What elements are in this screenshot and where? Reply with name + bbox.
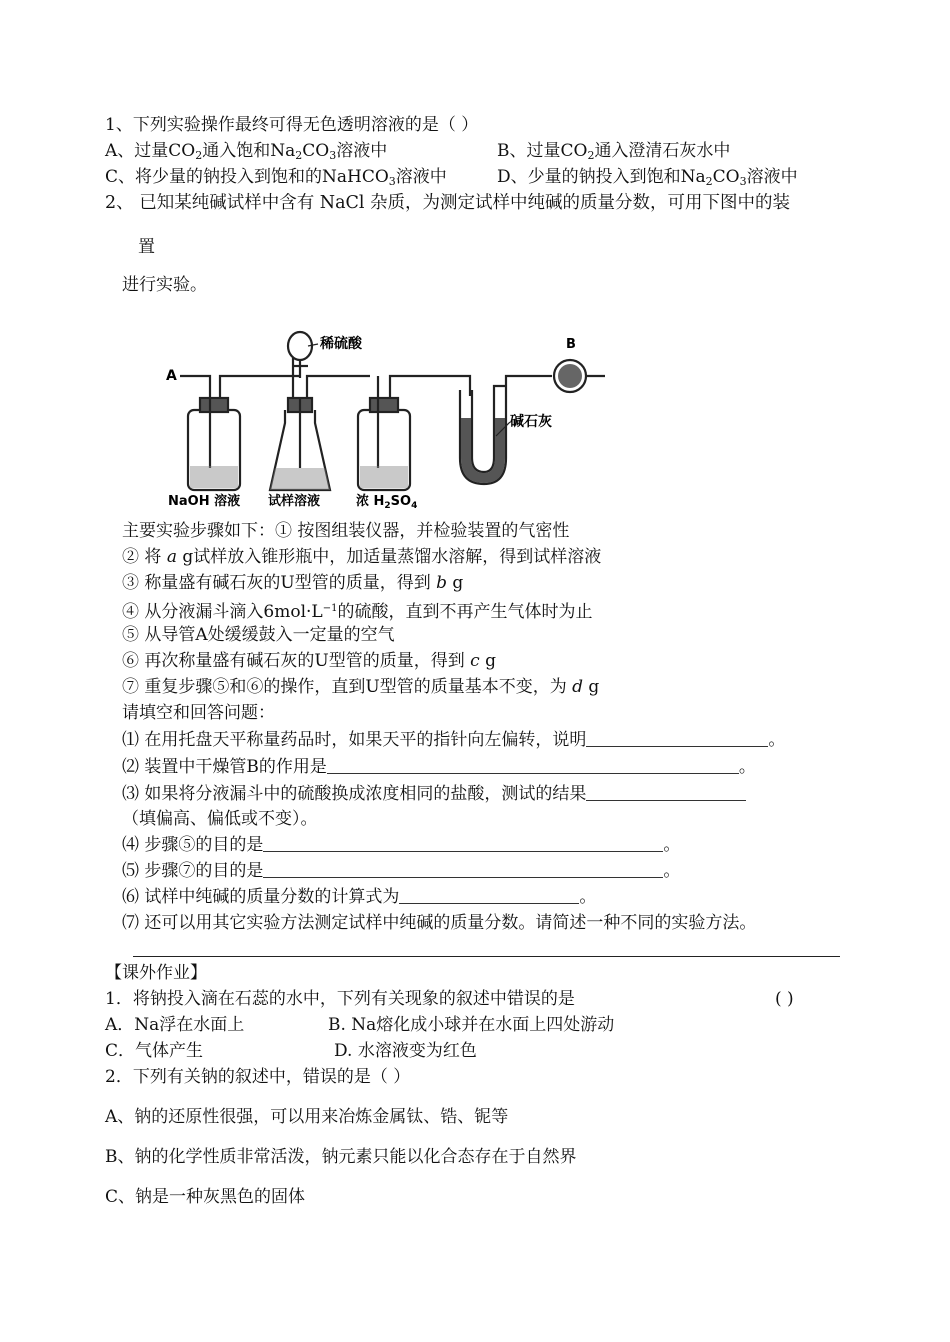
homework-heading: 【课外作业】: [105, 963, 207, 983]
step-7: ⑦ 重复步骤⑤和⑥的操作，直到U型管的质量基本不变，为 d g: [122, 677, 600, 697]
inlet-tube-a: [180, 376, 210, 398]
subq-6: ⑹ 试样中纯碱的质量分数的计算式为 。: [122, 887, 597, 907]
answer-line-7[interactable]: [133, 956, 840, 957]
label-dilute-acid: 稀硫酸: [320, 336, 362, 352]
hw-q2-option-b: B、钠的化学性质非常活泼，钠元素只能以化合态存在于自然界: [105, 1147, 577, 1167]
hw-q1-answer-paren: ( ): [775, 989, 794, 1009]
hw-q2-option-a: A、钠的还原性很强，可以用来冶炼金属钛、锆、铌等: [105, 1107, 509, 1127]
blank-6[interactable]: [399, 887, 579, 904]
q1-option-d: D、少量的钠投入到饱和$Na_2CO_3$溶液中: [497, 167, 798, 188]
hw-q2-stem: 2．下列有关钠的叙述中，错误的是（ ）: [105, 1067, 411, 1087]
label-soda-lime: 碱石灰: [510, 414, 552, 430]
blank-4[interactable]: [263, 835, 663, 852]
q1-option-a: A、过量$CO_2$通入饱和$Na_2CO_3$溶液中: [105, 141, 388, 162]
subq-7: ⑺ 还可以用其它实验方法测定试样中纯碱的质量分数。请简述一种不同的实验方法。: [122, 913, 757, 933]
label-a: A: [166, 368, 177, 384]
subq-5: ⑸ 步骤⑦的目的是 。: [122, 861, 681, 881]
hw-q1-option-b: B. Na熔化成小球并在水面上四处游动: [328, 1015, 615, 1035]
q2-stem-continued-2: 进行实验。: [122, 275, 207, 295]
step-2: ② 将 a g试样放入锥形瓶中，加适量蒸馏水溶解，得到试样溶液: [122, 547, 602, 567]
step-4: ④ 从分液漏斗滴入$6mol\cdot L^{-1}$的硫酸，直到不再产生气体时为止: [122, 602, 593, 622]
step-3: ③ 称量盛有碱石灰的U型管的质量，得到 b g: [122, 573, 464, 593]
hw-q1-option-a: A．Na浮在水面上: [105, 1015, 245, 1035]
experiment-apparatus-figure: [160, 318, 630, 508]
subq-2: ⑵ 装置中干燥管B的作用是 。: [122, 757, 756, 777]
steps-intro: 主要实验步骤如下：① 按图组装仪器，并检验装置的气密性: [122, 521, 570, 541]
q2-stem: 2、 已知某纯碱试样中含有 NaCl 杂质，为测定试样中纯碱的质量分数，可用下图中的装: [105, 193, 791, 213]
bottle3-stopper: [370, 398, 398, 412]
hw-q1-stem: 1．将钠投入滴在石蕊的水中，下列有关现象的叙述中错误的是: [105, 989, 575, 1009]
hw-q2-option-c: C、钠是一种灰黑色的固体: [105, 1187, 306, 1207]
label-b: B: [566, 337, 576, 352]
subq-1: ⑴ 在用托盘天平称量药品时，如果天平的指针向左偏转，说明 。: [122, 730, 786, 750]
subq-4: ⑷ 步骤⑤的目的是 。: [122, 835, 681, 855]
blank-1[interactable]: [586, 730, 768, 747]
q2-stem-continued: 置: [138, 237, 155, 257]
label-conc-sulfuric-acid: 浓 $H_2SO_4$: [356, 494, 418, 508]
bottle1-stopper: [200, 398, 228, 412]
hw-q1-option-d: D. 水溶液变为红色: [334, 1041, 477, 1061]
label-naoh-solution: NaOH 溶液: [168, 494, 241, 508]
ask-text: 请填空和回答问题：: [122, 703, 275, 723]
blank-2[interactable]: [327, 757, 739, 774]
label-sample-solution: 试样溶液: [268, 494, 321, 508]
blank-5[interactable]: [263, 861, 663, 878]
hw-q1-option-c: C．气体产生: [105, 1041, 204, 1061]
q1-option-b: B、过量$CO_2$通入澄清石灰水中: [497, 141, 731, 162]
subq-3-hint: （填偏高、偏低或不变）。: [122, 809, 318, 829]
step-6: ⑥ 再次称量盛有碱石灰的U型管的质量，得到 c g: [122, 651, 496, 671]
subq-3: ⑶ 如果将分液漏斗中的硫酸换成浓度相同的盐酸，测试的结果: [122, 783, 746, 805]
blank-3[interactable]: [586, 784, 746, 801]
q1-stem: 1、下列实验操作最终可得无色透明溶液的是（ ）: [105, 115, 479, 135]
q1-option-c: C、将少量的钠投入到饱和的NaHCO$_3$溶液中: [105, 167, 447, 188]
step-5: ⑤ 从导管A处缓缓鼓入一定量的空气: [122, 625, 395, 645]
